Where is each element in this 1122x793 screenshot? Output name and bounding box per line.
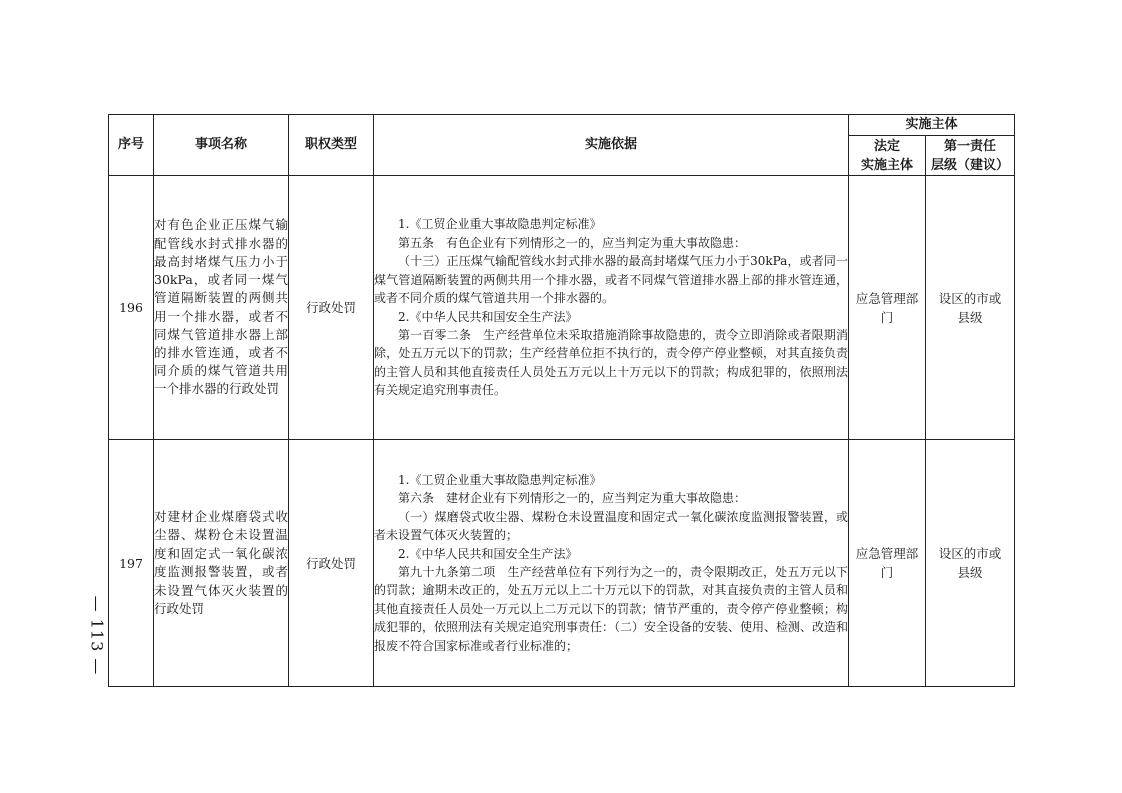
row-power-type: 行政处罚 bbox=[289, 440, 374, 687]
basis-paragraph: 第一百零二条 生产经营单位未采取措施消除事故隐患的，责令立即消除或者限期消除，处五万元以下的罚款；生产经营单位拒不执行的，责令停产停业整顿，对其直接负责的主管人员和其他直接责任人员处五万元以上十万元以下的罚款；构成犯罪的，依照刑法有关规定追究刑事责任。 bbox=[374, 327, 848, 398]
header-basis: 实施依据 bbox=[374, 115, 849, 176]
row-basis bbox=[374, 176, 849, 440]
table-row bbox=[109, 176, 1015, 440]
header-power-type: 职权类型 bbox=[289, 115, 374, 176]
enforcement-items-table bbox=[108, 114, 1015, 687]
row-seq: 197 bbox=[109, 440, 154, 687]
row-first-level: 设区的市或县级 bbox=[926, 440, 1015, 687]
header-item-name: 事项名称 bbox=[154, 115, 289, 176]
row-seq: 196 bbox=[109, 176, 154, 440]
header-seq: 序号 bbox=[109, 115, 154, 176]
row-item-name: 对有色企业正压煤气输配管线水封式排水器的最高封堵煤气压力小于30kPa，或者同一煤气管道隔断装置的两侧共用一个排水器，或者不同煤气管道排水器上部的排水管连通，或者不同介质的煤气管道共用一个排水器的行政处罚 bbox=[154, 176, 289, 440]
header-legal-subject: 法定 实施主体 bbox=[849, 136, 926, 176]
row-basis bbox=[374, 440, 849, 687]
basis-paragraph: 1.《工贸企业重大事故隐患判定标准》 bbox=[398, 472, 602, 487]
row-first-level: 设区的市或县级 bbox=[926, 176, 1015, 440]
basis-paragraph: 2.《中华人民共和国安全生产法》 bbox=[398, 309, 578, 324]
row-legal-subject: 应急管理部门 bbox=[849, 176, 926, 440]
row-legal-subject: 应急管理部门 bbox=[849, 440, 926, 687]
page-number-text: — 113 — bbox=[87, 595, 107, 675]
basis-paragraph: （一）煤磨袋式收尘器、煤粉仓未设置温度和固定式一氧化碳浓度监测报警装置，或者未设置气体灭火装置的； bbox=[374, 509, 848, 543]
basis-paragraph: （十三）正压煤气输配管线水封式排水器的最高封堵煤气压力小于30kPa，或者同一煤气管道隔断装置的两侧共用一个排水器，或者不同煤气管道排水器上部的排水管连通，或者不同介质的煤气管道共用一个排水器的。 bbox=[374, 254, 848, 306]
basis-paragraph: 2.《中华人民共和国安全生产法》 bbox=[398, 546, 578, 561]
basis-paragraph: 第九十九条第二项 生产经营单位有下列行为之一的，责令限期改正，处五万元以下的罚款；逾期未改正的，处五万元以上二十万元以下的罚款，对其直接负责的主管人员和其他直接责任人员处一万元以上二万元以下的罚款；情节严重的，责令停产停业整顿；构成犯罪的，依照刑法有关规定追究刑事责任：（二）安全设备的安装、使用、检测、改造和报废不符合国家标准或者行业标准的； bbox=[374, 565, 849, 653]
page-number bbox=[84, 585, 110, 685]
basis-paragraph: 第六条 建材企业有下列情形之一的，应当判定为重大事故隐患： bbox=[398, 491, 747, 506]
header-first-responsibility-level: 第一责任 层级（建议） bbox=[926, 136, 1015, 176]
row-power-type: 行政处罚 bbox=[289, 176, 374, 440]
basis-paragraph: 第五条 有色企业有下列情形之一的，应当判定为重大事故隐患： bbox=[398, 235, 747, 250]
table-row bbox=[109, 440, 1015, 687]
row-item-name: 对建材企业煤磨袋式收尘器、煤粉仓未设置温度和固定式一氧化碳浓度监测报警装置，或者未设置气体灭火装置的行政处罚 bbox=[154, 440, 289, 687]
basis-paragraph: 1.《工贸企业重大事故隐患判定标准》 bbox=[398, 217, 602, 232]
header-implementing-subject: 实施主体 bbox=[849, 115, 1015, 136]
